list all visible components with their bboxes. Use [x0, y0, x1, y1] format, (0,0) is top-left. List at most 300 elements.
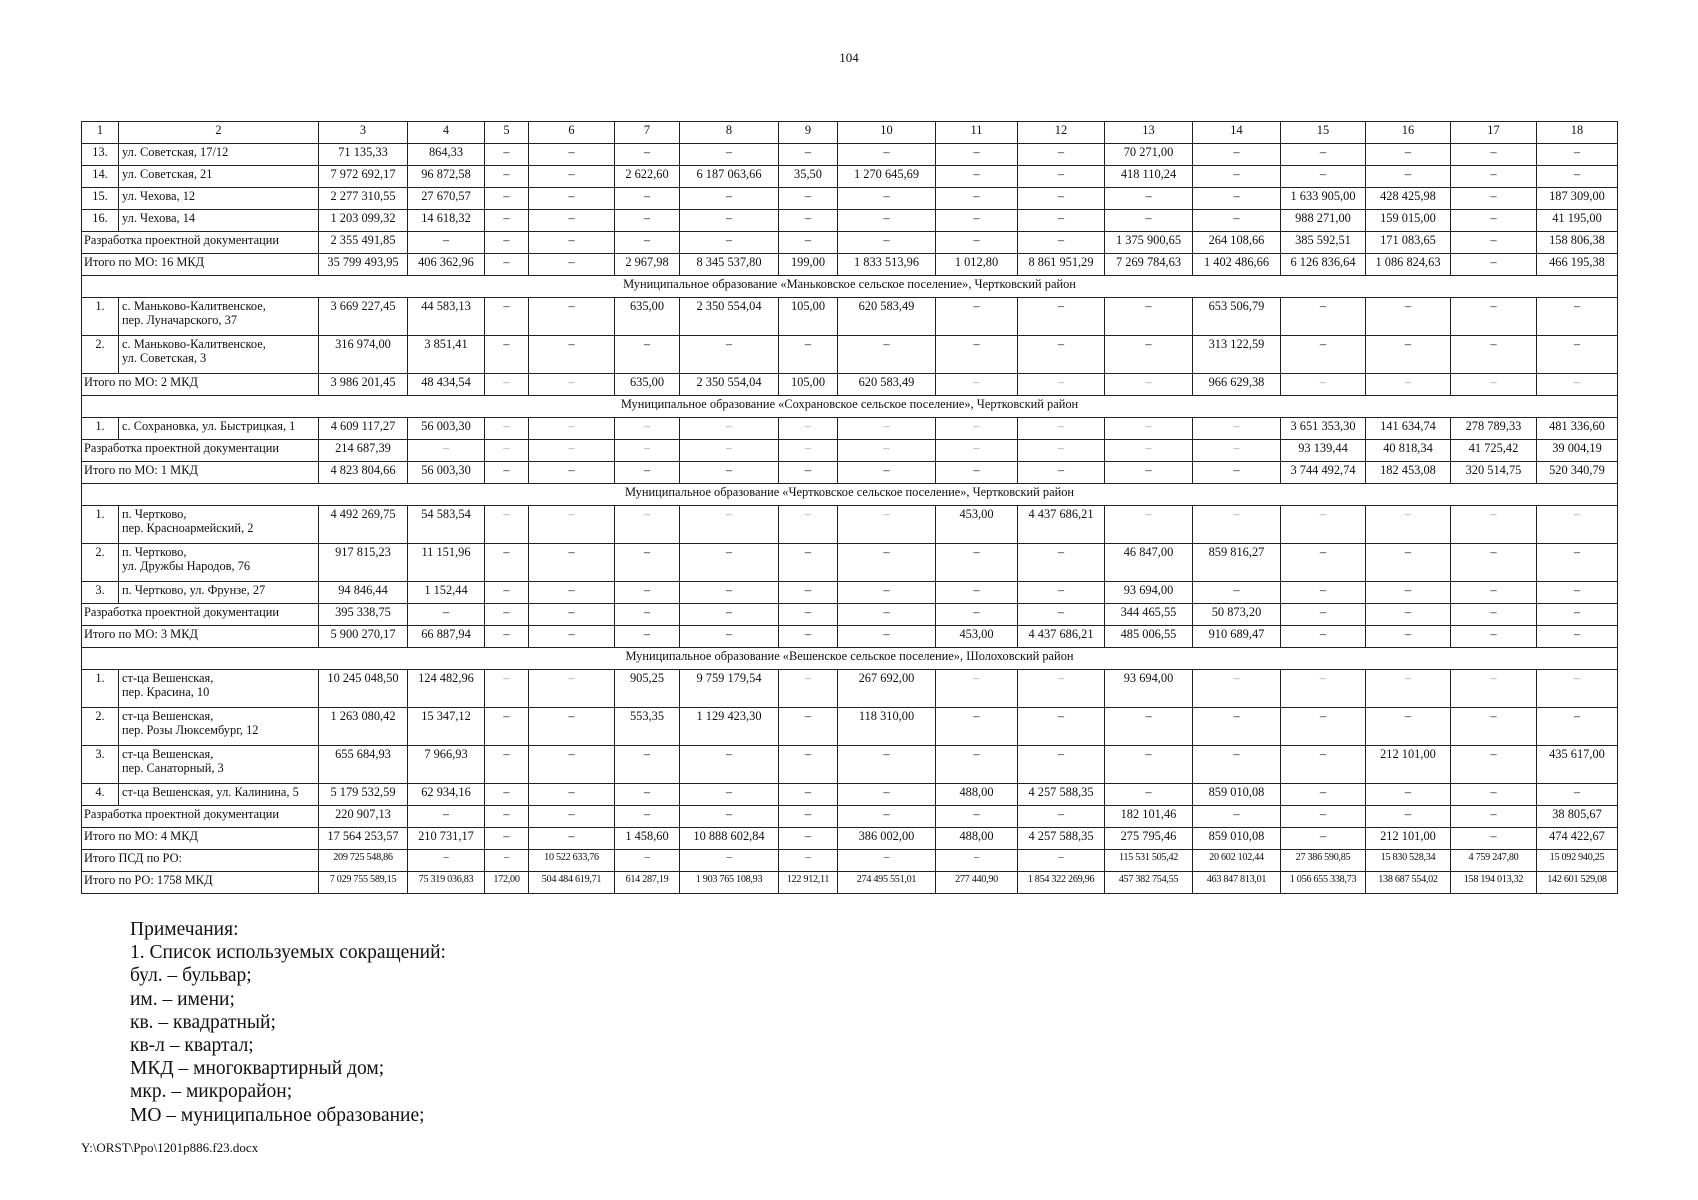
- value-cell: 182 453,08: [1366, 462, 1451, 484]
- value-cell: 50 873,20: [1193, 604, 1281, 626]
- value-cell: 453,00: [936, 506, 1018, 544]
- value-cell: –: [1193, 746, 1281, 784]
- value-cell: –: [936, 336, 1018, 374]
- value-cell: 474 422,67: [1537, 828, 1618, 850]
- value-cell: –: [680, 336, 779, 374]
- value-cell: 453,00: [936, 626, 1018, 648]
- address-line: пер. Красноармейский, 2: [122, 521, 254, 535]
- value-cell: –: [1018, 746, 1105, 784]
- value-cell: –: [838, 210, 936, 232]
- row-number: 1.: [82, 670, 119, 708]
- value-cell: –: [1193, 188, 1281, 210]
- value-cell: –: [1451, 506, 1537, 544]
- value-cell: –: [779, 850, 838, 872]
- value-cell: –: [936, 210, 1018, 232]
- value-cell: 44 583,13: [408, 298, 485, 336]
- value-cell: –: [1193, 582, 1281, 604]
- value-cell: 1 833 513,96: [838, 254, 936, 276]
- value-cell: –: [1018, 670, 1105, 708]
- value-cell: –: [1281, 582, 1366, 604]
- value-cell: –: [680, 784, 779, 806]
- value-cell: –: [680, 210, 779, 232]
- value-cell: –: [936, 374, 1018, 396]
- value-cell: 35,50: [779, 166, 838, 188]
- value-cell: 27 386 590,85: [1281, 850, 1366, 872]
- value-cell: –: [485, 232, 529, 254]
- value-cell: –: [779, 506, 838, 544]
- value-cell: –: [485, 708, 529, 746]
- data-table: [81, 121, 1618, 894]
- value-cell: –: [1281, 374, 1366, 396]
- value-cell: 212 101,00: [1366, 746, 1451, 784]
- notes-line: им. – имени;: [130, 988, 235, 1010]
- value-cell: –: [1018, 210, 1105, 232]
- value-cell: –: [779, 440, 838, 462]
- value-cell: 1 903 765 108,93: [680, 872, 779, 894]
- value-cell: –: [680, 144, 779, 166]
- value-cell: –: [936, 232, 1018, 254]
- value-cell: –: [1366, 708, 1451, 746]
- value-cell: –: [1193, 670, 1281, 708]
- value-cell: 1 056 655 338,73: [1281, 872, 1366, 894]
- value-cell: 635,00: [615, 374, 680, 396]
- address-line: ст-ца Вешенская, ул. Калинина, 5: [122, 785, 299, 799]
- value-cell: 1 012,80: [936, 254, 1018, 276]
- value-cell: 553,35: [615, 708, 680, 746]
- value-cell: 1 129 423,30: [680, 708, 779, 746]
- value-cell: 105,00: [779, 374, 838, 396]
- value-cell: 395 338,75: [319, 604, 408, 626]
- value-cell: –: [1018, 374, 1105, 396]
- value-cell: –: [1537, 604, 1618, 626]
- value-cell: –: [1105, 440, 1193, 462]
- value-cell: –: [779, 144, 838, 166]
- value-cell: –: [485, 604, 529, 626]
- row-number: 2.: [82, 708, 119, 746]
- value-cell: 620 583,49: [838, 374, 936, 396]
- value-cell: –: [1281, 806, 1366, 828]
- section-title: Муниципальное образование «Чертковское сельское поселение», Чертковский район: [82, 484, 1618, 506]
- value-cell: –: [1018, 806, 1105, 828]
- value-cell: 4 492 269,75: [319, 506, 408, 544]
- value-cell: –: [1018, 462, 1105, 484]
- value-cell: –: [1451, 828, 1537, 850]
- table-row: [82, 144, 1618, 166]
- address-line: п. Чертково,: [122, 507, 187, 521]
- value-cell: –: [1537, 336, 1618, 374]
- value-cell: 277 440,90: [936, 872, 1018, 894]
- value-cell: –: [1281, 604, 1366, 626]
- value-cell: –: [615, 418, 680, 440]
- value-cell: –: [1193, 440, 1281, 462]
- value-cell: –: [838, 746, 936, 784]
- value-cell: –: [779, 604, 838, 626]
- value-cell: –: [838, 232, 936, 254]
- value-cell: 463 847 813,01: [1193, 872, 1281, 894]
- row-number: 15.: [82, 188, 119, 210]
- value-cell: –: [680, 604, 779, 626]
- value-cell: 15 830 528,34: [1366, 850, 1451, 872]
- value-cell: –: [779, 232, 838, 254]
- value-cell: –: [529, 188, 615, 210]
- column-header: 1: [82, 122, 119, 144]
- value-cell: 172,00: [485, 872, 529, 894]
- value-cell: 210 731,17: [408, 828, 485, 850]
- value-cell: 275 795,46: [1105, 828, 1193, 850]
- value-cell: 859 010,08: [1193, 784, 1281, 806]
- value-cell: –: [1193, 418, 1281, 440]
- row-number: 2.: [82, 336, 119, 374]
- address-line: пер. Луначарского, 37: [122, 313, 238, 327]
- value-cell: –: [936, 462, 1018, 484]
- value-cell: –: [1105, 298, 1193, 336]
- value-cell: 1 402 486,66: [1193, 254, 1281, 276]
- value-cell: –: [615, 210, 680, 232]
- value-cell: –: [1281, 336, 1366, 374]
- table-row: [82, 166, 1618, 188]
- column-header: 15: [1281, 122, 1366, 144]
- value-cell: –: [1281, 506, 1366, 544]
- value-cell: –: [529, 144, 615, 166]
- value-cell: 41 725,42: [1451, 440, 1537, 462]
- value-cell: 466 195,38: [1537, 254, 1618, 276]
- value-cell: –: [615, 462, 680, 484]
- value-cell: –: [1366, 374, 1451, 396]
- value-cell: 344 465,55: [1105, 604, 1193, 626]
- value-cell: –: [779, 806, 838, 828]
- value-cell: –: [529, 166, 615, 188]
- value-cell: 212 101,00: [1366, 828, 1451, 850]
- value-cell: –: [1537, 298, 1618, 336]
- table-row: [82, 188, 1618, 210]
- value-cell: –: [1018, 166, 1105, 188]
- value-cell: –: [1281, 708, 1366, 746]
- value-cell: –: [779, 418, 838, 440]
- value-cell: –: [1537, 626, 1618, 648]
- value-cell: –: [615, 506, 680, 544]
- value-cell: –: [936, 806, 1018, 828]
- value-cell: –: [615, 544, 680, 582]
- value-cell: –: [1366, 336, 1451, 374]
- value-cell: –: [408, 806, 485, 828]
- summary-row: [82, 872, 1618, 894]
- value-cell: –: [1105, 506, 1193, 544]
- column-header: 18: [1537, 122, 1618, 144]
- value-cell: –: [936, 166, 1018, 188]
- value-cell: 3 986 201,45: [319, 374, 408, 396]
- value-cell: –: [485, 144, 529, 166]
- value-cell: –: [485, 336, 529, 374]
- value-cell: 17 564 253,57: [319, 828, 408, 850]
- address-line: с. Маньково-Калитвенское,: [122, 299, 266, 313]
- value-cell: –: [529, 708, 615, 746]
- value-cell: –: [1281, 670, 1366, 708]
- value-cell: –: [1451, 806, 1537, 828]
- value-cell: 75 319 036,83: [408, 872, 485, 894]
- value-cell: –: [1105, 336, 1193, 374]
- address-line: ул. Чехова, 12: [122, 189, 196, 203]
- address-cell: [119, 418, 319, 440]
- value-cell: –: [485, 828, 529, 850]
- address-line: ул. Советская, 3: [122, 351, 207, 365]
- address-cell: [119, 188, 319, 210]
- value-cell: 93 694,00: [1105, 582, 1193, 604]
- value-cell: 488,00: [936, 828, 1018, 850]
- address-line: пер. Красина, 10: [122, 685, 210, 699]
- value-cell: 2 350 554,04: [680, 298, 779, 336]
- value-cell: –: [838, 806, 936, 828]
- value-cell: 14 618,32: [408, 210, 485, 232]
- address-cell: [119, 166, 319, 188]
- value-cell: –: [779, 626, 838, 648]
- value-cell: –: [1281, 298, 1366, 336]
- value-cell: 5 179 532,59: [319, 784, 408, 806]
- table-row: [82, 670, 1618, 708]
- value-cell: –: [936, 708, 1018, 746]
- value-cell: –: [529, 374, 615, 396]
- value-cell: 66 887,94: [408, 626, 485, 648]
- value-cell: 138 687 554,02: [1366, 872, 1451, 894]
- value-cell: –: [1018, 232, 1105, 254]
- value-cell: 171 083,65: [1366, 232, 1451, 254]
- value-cell: –: [1451, 188, 1537, 210]
- value-cell: –: [936, 746, 1018, 784]
- value-cell: 11 151,96: [408, 544, 485, 582]
- page-number: 104: [839, 50, 859, 65]
- value-cell: –: [680, 582, 779, 604]
- value-cell: –: [485, 254, 529, 276]
- section-row: [82, 484, 1618, 506]
- column-header: 5: [485, 122, 529, 144]
- value-cell: 1 152,44: [408, 582, 485, 604]
- value-cell: –: [838, 462, 936, 484]
- value-cell: –: [1537, 670, 1618, 708]
- value-cell: –: [1366, 298, 1451, 336]
- value-cell: 4 257 588,35: [1018, 784, 1105, 806]
- row-number: 14.: [82, 166, 119, 188]
- value-cell: –: [1451, 670, 1537, 708]
- row-number: 3.: [82, 582, 119, 604]
- value-cell: –: [485, 582, 529, 604]
- address-cell: [119, 144, 319, 166]
- summary-label: Итого по МО: 4 МКД: [82, 828, 319, 850]
- value-cell: 274 495 551,01: [838, 872, 936, 894]
- value-cell: 1 203 099,32: [319, 210, 408, 232]
- value-cell: 3 744 492,74: [1281, 462, 1366, 484]
- value-cell: –: [936, 418, 1018, 440]
- value-cell: 859 816,27: [1193, 544, 1281, 582]
- value-cell: –: [485, 670, 529, 708]
- value-cell: –: [615, 850, 680, 872]
- value-cell: 93 694,00: [1105, 670, 1193, 708]
- value-cell: –: [615, 806, 680, 828]
- value-cell: –: [838, 144, 936, 166]
- value-cell: –: [1105, 462, 1193, 484]
- row-number: 4.: [82, 784, 119, 806]
- summary-label: Разработка проектной документации: [82, 440, 319, 462]
- value-cell: –: [529, 670, 615, 708]
- value-cell: –: [485, 188, 529, 210]
- value-cell: –: [1018, 298, 1105, 336]
- value-cell: 1 086 824,63: [1366, 254, 1451, 276]
- value-cell: –: [680, 626, 779, 648]
- value-cell: –: [485, 298, 529, 336]
- notes-line: бул. – бульвар;: [130, 965, 252, 987]
- column-header: 11: [936, 122, 1018, 144]
- value-cell: –: [615, 232, 680, 254]
- section-row: [82, 648, 1618, 670]
- value-cell: –: [779, 582, 838, 604]
- value-cell: 35 799 493,95: [319, 254, 408, 276]
- value-cell: –: [779, 708, 838, 746]
- value-cell: –: [1105, 746, 1193, 784]
- value-cell: 386 002,00: [838, 828, 936, 850]
- column-header: 12: [1018, 122, 1105, 144]
- summary-label: Разработка проектной документации: [82, 232, 319, 254]
- value-cell: –: [779, 188, 838, 210]
- value-cell: 10 245 048,50: [319, 670, 408, 708]
- table-row: [82, 784, 1618, 806]
- value-cell: 8 345 537,80: [680, 254, 779, 276]
- notes-line: кв-л – квартал;: [130, 1035, 254, 1057]
- value-cell: 158 194 013,32: [1451, 872, 1537, 894]
- value-cell: –: [1366, 806, 1451, 828]
- value-cell: –: [936, 582, 1018, 604]
- value-cell: 264 108,66: [1193, 232, 1281, 254]
- address-line: ст-ца Вешенская,: [122, 709, 214, 723]
- value-cell: –: [1451, 626, 1537, 648]
- value-cell: 3 651 353,30: [1281, 418, 1366, 440]
- value-cell: –: [529, 418, 615, 440]
- value-cell: –: [779, 828, 838, 850]
- summary-label: Итого по МО: 2 МКД: [82, 374, 319, 396]
- value-cell: 38 805,67: [1537, 806, 1618, 828]
- value-cell: 71 135,33: [319, 144, 408, 166]
- value-cell: –: [1537, 506, 1618, 544]
- value-cell: –: [529, 210, 615, 232]
- value-cell: –: [779, 746, 838, 784]
- value-cell: 859 010,08: [1193, 828, 1281, 850]
- table-row: [82, 506, 1618, 544]
- section-row: [82, 396, 1618, 418]
- value-cell: –: [1451, 336, 1537, 374]
- column-header: 16: [1366, 122, 1451, 144]
- summary-label: Итого ПСД по РО:: [82, 850, 319, 872]
- value-cell: 4 437 686,21: [1018, 626, 1105, 648]
- summary-row: [82, 232, 1618, 254]
- address-cell: [119, 708, 319, 746]
- value-cell: –: [1193, 210, 1281, 232]
- value-cell: –: [529, 604, 615, 626]
- value-cell: 2 350 554,04: [680, 374, 779, 396]
- value-cell: –: [838, 626, 936, 648]
- value-cell: –: [1193, 806, 1281, 828]
- summary-row: [82, 828, 1618, 850]
- value-cell: –: [779, 210, 838, 232]
- value-cell: –: [680, 850, 779, 872]
- value-cell: 5 900 270,17: [319, 626, 408, 648]
- value-cell: 105,00: [779, 298, 838, 336]
- value-cell: –: [1537, 544, 1618, 582]
- value-cell: –: [485, 166, 529, 188]
- value-cell: 6 187 063,66: [680, 166, 779, 188]
- value-cell: 4 437 686,21: [1018, 506, 1105, 544]
- value-cell: –: [936, 144, 1018, 166]
- value-cell: –: [680, 418, 779, 440]
- value-cell: 39 004,19: [1537, 440, 1618, 462]
- value-cell: –: [1451, 582, 1537, 604]
- value-cell: 158 806,38: [1537, 232, 1618, 254]
- value-cell: 485 006,55: [1105, 626, 1193, 648]
- value-cell: –: [1537, 144, 1618, 166]
- address-line: ул. Советская, 17/12: [122, 145, 229, 159]
- value-cell: –: [1281, 828, 1366, 850]
- value-cell: –: [408, 850, 485, 872]
- value-cell: 15 092 940,25: [1537, 850, 1618, 872]
- value-cell: –: [1105, 418, 1193, 440]
- value-cell: –: [680, 544, 779, 582]
- value-cell: –: [1537, 582, 1618, 604]
- value-cell: 70 271,00: [1105, 144, 1193, 166]
- value-cell: 142 601 529,08: [1537, 872, 1618, 894]
- value-cell: –: [1451, 298, 1537, 336]
- value-cell: 653 506,79: [1193, 298, 1281, 336]
- value-cell: –: [1451, 210, 1537, 232]
- summary-label: Итого по РО: 1758 МКД: [82, 872, 319, 894]
- value-cell: –: [779, 462, 838, 484]
- value-cell: 1 375 900,65: [1105, 232, 1193, 254]
- value-cell: –: [838, 418, 936, 440]
- value-cell: –: [680, 806, 779, 828]
- address-line: ул. Чехова, 14: [122, 211, 196, 225]
- value-cell: 7 972 692,17: [319, 166, 408, 188]
- value-cell: 20 602 102,44: [1193, 850, 1281, 872]
- value-cell: –: [615, 746, 680, 784]
- value-cell: 385 592,51: [1281, 232, 1366, 254]
- header-row: [82, 122, 1618, 144]
- value-cell: 46 847,00: [1105, 544, 1193, 582]
- table-row: [82, 544, 1618, 582]
- value-cell: 655 684,93: [319, 746, 408, 784]
- value-cell: 182 101,46: [1105, 806, 1193, 828]
- table-row: [82, 746, 1618, 784]
- value-cell: –: [1018, 604, 1105, 626]
- value-cell: –: [1451, 144, 1537, 166]
- value-cell: –: [936, 440, 1018, 462]
- value-cell: –: [529, 254, 615, 276]
- value-cell: 187 309,00: [1537, 188, 1618, 210]
- value-cell: –: [485, 544, 529, 582]
- value-cell: –: [615, 604, 680, 626]
- summary-label: Итого по МО: 16 МКД: [82, 254, 319, 276]
- notes-line: кв. – квадратный;: [130, 1011, 276, 1033]
- address-line: пер. Розы Люксембург, 12: [122, 723, 259, 737]
- value-cell: –: [1451, 708, 1537, 746]
- table-row: [82, 418, 1618, 440]
- value-cell: –: [680, 440, 779, 462]
- value-cell: –: [1281, 746, 1366, 784]
- column-header: 2: [119, 122, 319, 144]
- value-cell: –: [1281, 544, 1366, 582]
- value-cell: –: [615, 784, 680, 806]
- value-cell: –: [529, 462, 615, 484]
- value-cell: 124 482,96: [408, 670, 485, 708]
- summary-row: [82, 374, 1618, 396]
- value-cell: –: [779, 544, 838, 582]
- value-cell: –: [485, 374, 529, 396]
- value-cell: 115 531 505,42: [1105, 850, 1193, 872]
- value-cell: 1 854 322 269,96: [1018, 872, 1105, 894]
